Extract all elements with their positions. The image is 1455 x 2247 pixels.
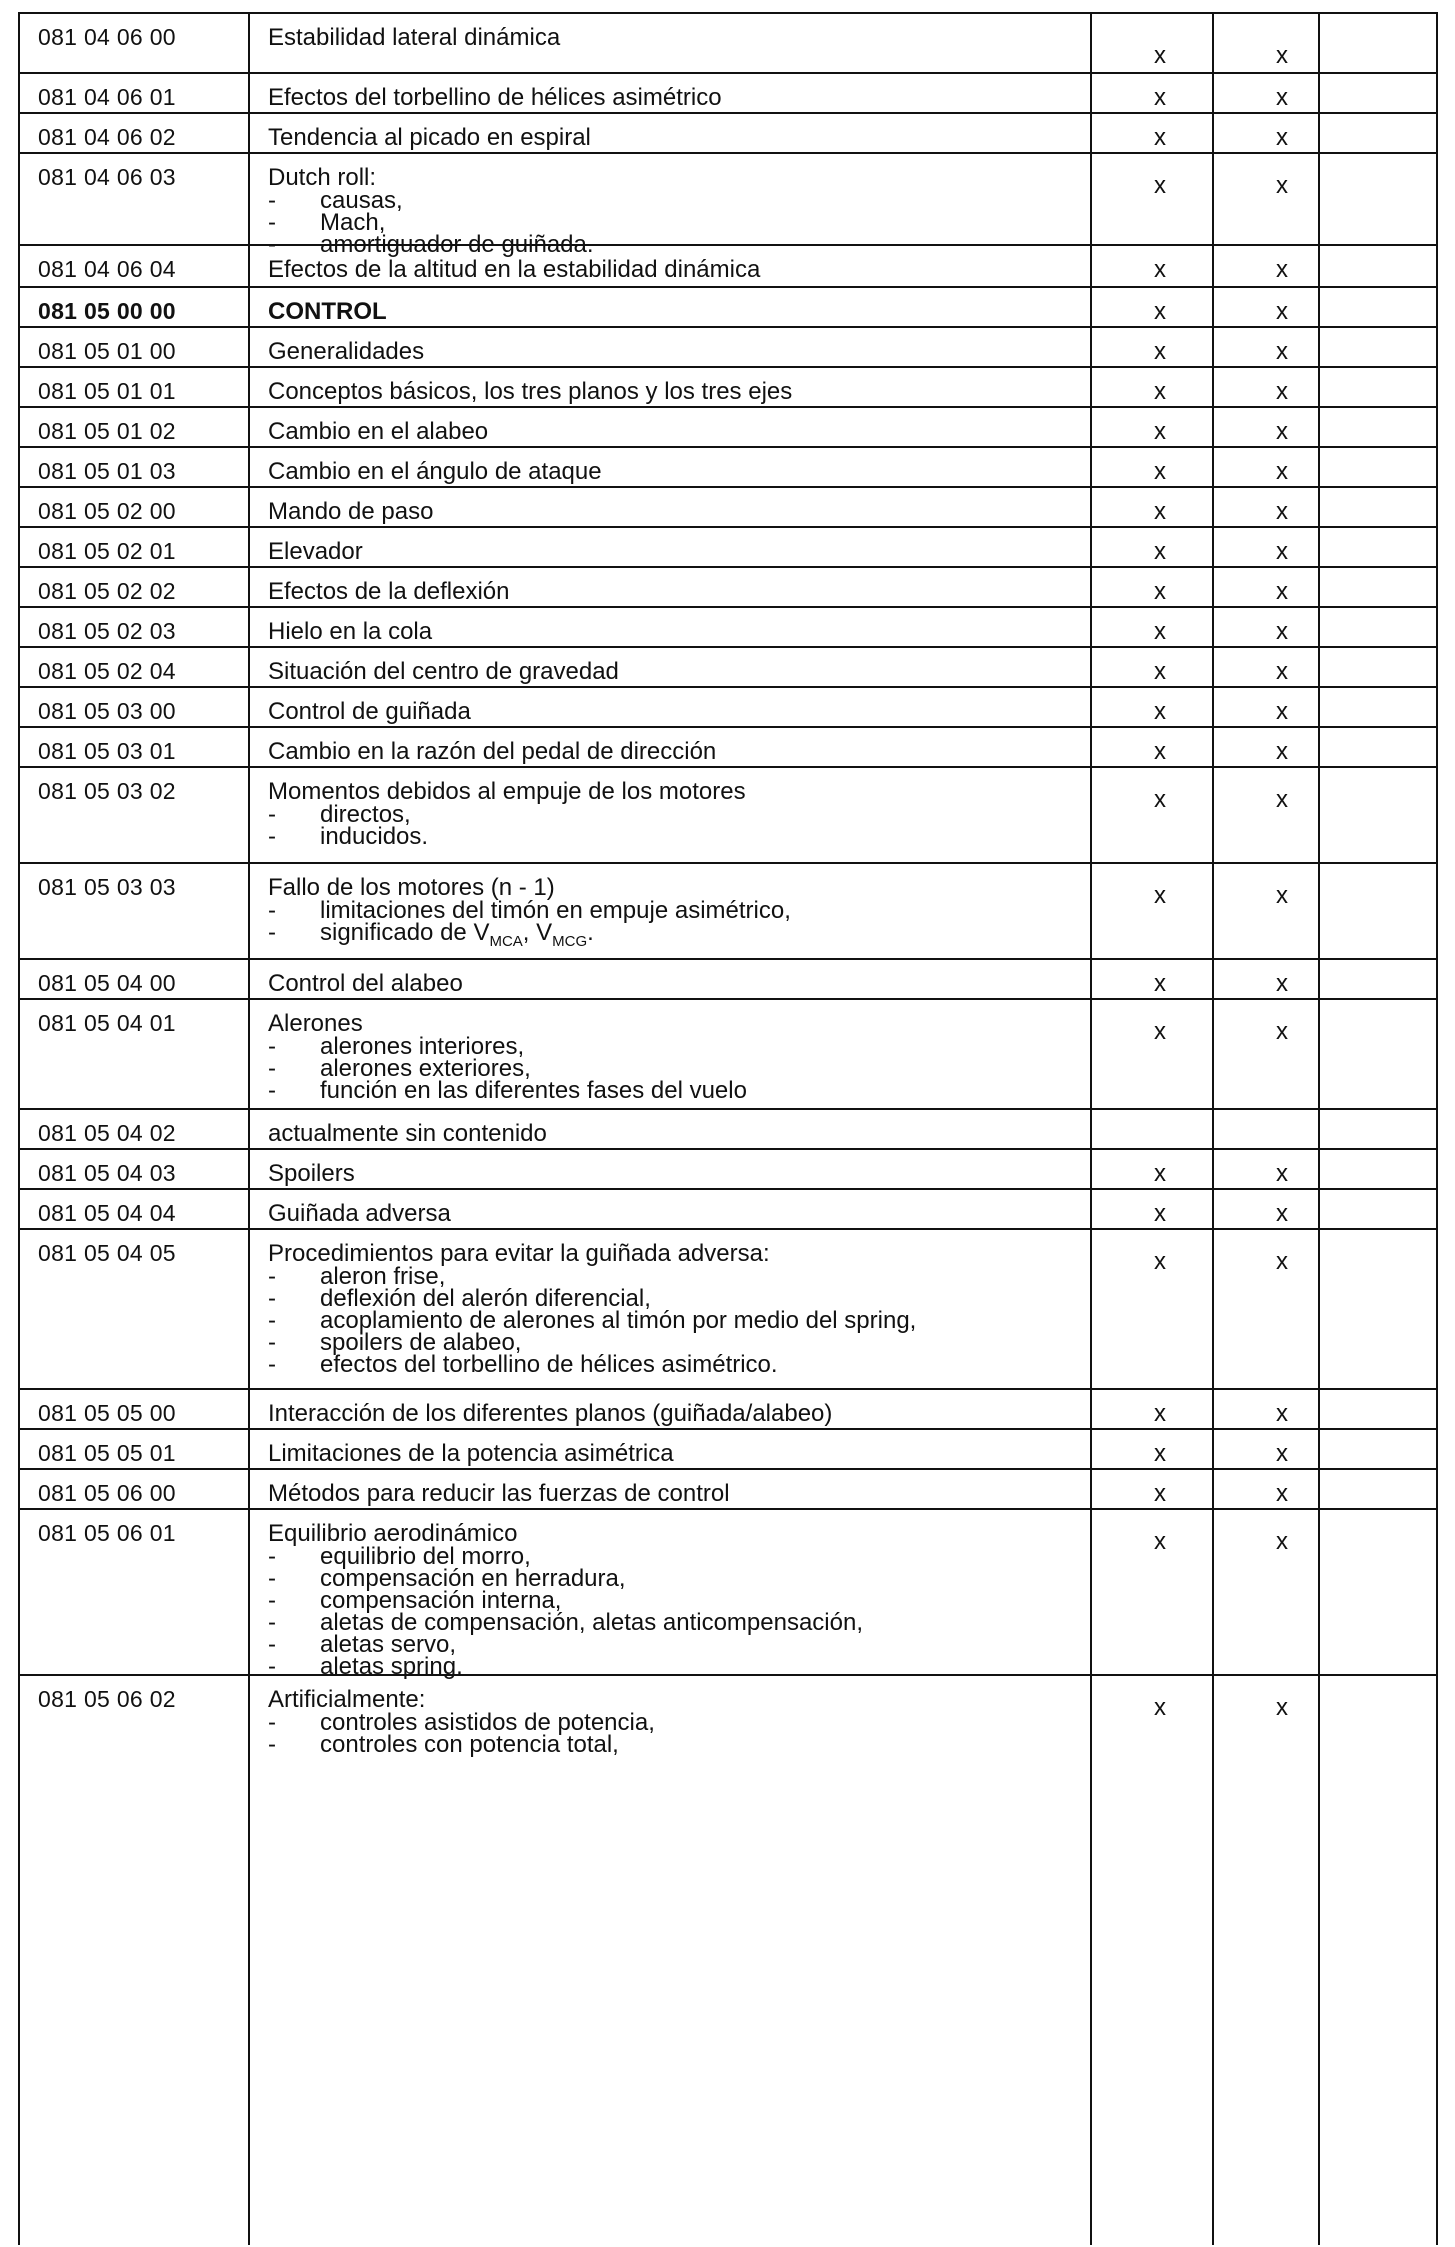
mark-column-1: x — [1154, 84, 1166, 111]
list-item — [268, 1653, 863, 1680]
dash-bullet: - — [268, 1055, 276, 1082]
mark-column-2: x — [1276, 498, 1288, 525]
mark-column-2: x — [1276, 1018, 1288, 1045]
row-code: 081 05 06 02 — [38, 1686, 176, 1712]
mark-column-1: x — [1154, 338, 1166, 365]
row-code: 081 05 04 03 — [38, 1160, 176, 1186]
row-code: 081 05 02 02 — [38, 578, 176, 604]
row-code: 081 05 05 01 — [38, 1440, 176, 1466]
row-code: 081 05 01 00 — [38, 338, 176, 364]
mark-column-1: x — [1154, 538, 1166, 565]
row-code: 081 05 02 01 — [38, 538, 176, 564]
subitem-text: alerones interiores, — [320, 1033, 525, 1060]
mark-column-1: x — [1154, 42, 1166, 69]
mark-column-2: x — [1276, 738, 1288, 765]
row-code: 081 04 06 03 — [38, 164, 176, 190]
row-code: 081 05 03 03 — [38, 874, 176, 900]
table-row — [20, 1510, 1436, 1680]
subitem-text: compensación interna, — [320, 1587, 562, 1614]
dash-bullet: - — [268, 1731, 276, 1758]
table-row — [20, 568, 1436, 608]
table-row — [20, 1230, 1436, 1390]
row-title: Momentos debidos al empuje de los motores — [268, 778, 746, 805]
mark-column-2: x — [1276, 42, 1288, 69]
row-code: 081 04 06 01 — [38, 84, 176, 110]
row-title: Dutch roll: — [268, 164, 377, 191]
list-item — [268, 823, 429, 850]
row-title: Control de guiñada — [268, 698, 471, 725]
table-row — [20, 1150, 1436, 1190]
column-divider — [248, 14, 250, 2245]
row-title: Situación del centro de gravedad — [268, 658, 619, 685]
row-code: 081 05 02 04 — [38, 658, 176, 684]
subitem-text: efectos del torbellino de hélices asimétrico. — [320, 1351, 778, 1378]
row-title: Efectos de la deflexión — [268, 578, 510, 605]
row-title: CONTROL — [268, 298, 387, 325]
row-title: Spoilers — [268, 1160, 355, 1187]
row-code: 081 05 01 03 — [38, 458, 176, 484]
mark-column-2: x — [1276, 658, 1288, 685]
mark-column-1: x — [1154, 498, 1166, 525]
mark-column-1: x — [1154, 298, 1166, 325]
subitem-text: aletas servo, — [320, 1631, 457, 1658]
table-row — [20, 648, 1436, 688]
row-code: 081 04 06 02 — [38, 124, 176, 150]
dash-bullet: - — [268, 1565, 276, 1592]
row-title: Equilibrio aerodinámico — [268, 1520, 518, 1547]
row-code: 081 04 06 00 — [38, 24, 176, 50]
mark-column-1: x — [1154, 1160, 1166, 1187]
syllabus-table — [18, 12, 1438, 2245]
mark-column-1: x — [1154, 1480, 1166, 1507]
subitem-text: controles con potencia total, — [320, 1731, 619, 1758]
dash-bullet: - — [268, 801, 276, 828]
list-item — [268, 1077, 747, 1104]
table-row — [20, 1110, 1436, 1150]
table-row — [20, 1470, 1436, 1510]
mark-column-1: x — [1154, 698, 1166, 725]
dash-bullet: - — [268, 823, 276, 850]
mark-column-2: x — [1276, 458, 1288, 485]
row-code: 081 05 04 00 — [38, 970, 176, 996]
row-subitems — [268, 1543, 863, 1680]
row-title: Conceptos básicos, los tres planos y los tres ejes — [268, 378, 793, 405]
row-title: Tendencia al picado en espiral — [268, 124, 591, 151]
row-code: 081 05 00 00 — [38, 298, 176, 324]
subitem-text: causas, — [320, 187, 403, 214]
row-code: 081 05 01 01 — [38, 378, 176, 404]
mark-column-1: x — [1154, 578, 1166, 605]
table-row — [20, 14, 1436, 74]
row-title: Estabilidad lateral dinámica — [268, 24, 561, 51]
mark-column-1: x — [1154, 172, 1166, 199]
row-code: 081 05 02 00 — [38, 498, 176, 524]
mark-column-2: x — [1276, 1528, 1288, 1555]
mark-column-2: x — [1276, 256, 1288, 283]
mark-column-1: x — [1154, 1400, 1166, 1427]
row-title: actualmente sin contenido — [268, 1120, 547, 1147]
subitem-text: spoilers de alabeo, — [320, 1329, 522, 1356]
mark-column-2: x — [1276, 298, 1288, 325]
table-row — [20, 1430, 1436, 1470]
row-code: 081 05 04 01 — [38, 1010, 176, 1036]
row-code: 081 05 04 05 — [38, 1240, 176, 1266]
table-row — [20, 408, 1436, 448]
list-item — [268, 919, 791, 953]
table-row — [20, 688, 1436, 728]
dash-bullet: - — [268, 1587, 276, 1614]
dash-bullet: - — [268, 1351, 276, 1378]
subitem-text: Mach, — [320, 209, 386, 236]
row-title: Limitaciones de la potencia asimétrica — [268, 1440, 674, 1467]
row-title: Interacción de los diferentes planos (guiñada/alabeo) — [268, 1400, 833, 1427]
mark-column-1: x — [1154, 882, 1166, 909]
mark-column-2: x — [1276, 1400, 1288, 1427]
table-row — [20, 528, 1436, 568]
mark-column-2: x — [1276, 538, 1288, 565]
subitem-text: equilibrio del morro, — [320, 1543, 531, 1570]
dash-bullet: - — [268, 1631, 276, 1658]
dash-bullet: - — [268, 209, 276, 236]
table-row — [20, 114, 1436, 154]
subitem-text: amortiguador de guiñada. — [320, 231, 594, 258]
mark-column-2: x — [1276, 1480, 1288, 1507]
row-title: Elevador — [268, 538, 363, 565]
row-subitems — [268, 1709, 655, 1758]
row-code: 081 05 03 01 — [38, 738, 176, 764]
row-code: 081 05 02 03 — [38, 618, 176, 644]
mark-column-1: x — [1154, 458, 1166, 485]
mark-column-1: x — [1154, 1694, 1166, 1721]
row-code: 081 05 03 00 — [38, 698, 176, 724]
mark-column-1: x — [1154, 618, 1166, 645]
subitem-text: significado de $V_{MCA}$, $V_{MCG}$. — [320, 919, 594, 950]
table-row — [20, 368, 1436, 408]
mark-column-2: x — [1276, 578, 1288, 605]
mark-column-2: x — [1276, 1694, 1288, 1721]
mark-column-1: x — [1154, 1018, 1166, 1045]
row-code: 081 05 06 00 — [38, 1480, 176, 1506]
row-title: Hielo en la cola — [268, 618, 433, 645]
dash-bullet: - — [268, 1263, 276, 1290]
mark-column-1: x — [1154, 256, 1166, 283]
mark-column-2: x — [1276, 1160, 1288, 1187]
list-item — [268, 187, 594, 214]
dash-bullet: - — [268, 1609, 276, 1636]
column-divider — [1212, 14, 1214, 2245]
subitem-text: limitaciones del timón en empuje asimétrico, — [320, 897, 791, 924]
dash-bullet: - — [268, 231, 276, 258]
mark-column-1: x — [1154, 1248, 1166, 1275]
mark-column-1: x — [1154, 124, 1166, 151]
dash-bullet: - — [268, 1307, 276, 1334]
mark-column-2: x — [1276, 1200, 1288, 1227]
row-title: Cambio en la razón del pedal de dirección — [268, 738, 717, 765]
table-row — [20, 608, 1436, 648]
row-title: Mando de paso — [268, 498, 434, 525]
row-title: Efectos del torbellino de hélices asimétrico — [268, 84, 722, 111]
mark-column-2: x — [1276, 418, 1288, 445]
subitem-text: aletas spring. — [320, 1653, 463, 1680]
mark-column-1: x — [1154, 378, 1166, 405]
row-code: 081 05 03 02 — [38, 778, 176, 804]
row-code: 081 05 05 00 — [38, 1400, 176, 1426]
mark-column-1: x — [1154, 738, 1166, 765]
table-row — [20, 1000, 1436, 1110]
table-row — [20, 1676, 1436, 2247]
row-title: Generalidades — [268, 338, 425, 365]
mark-column-2: x — [1276, 172, 1288, 199]
mark-column-2: x — [1276, 882, 1288, 909]
row-title: Procedimientos para evitar la guiñada adversa: — [268, 1240, 770, 1267]
subitem-text: inducidos. — [320, 823, 429, 850]
subitem-text: controles asistidos de potencia, — [320, 1709, 655, 1736]
mark-column-2: x — [1276, 618, 1288, 645]
subitem-text: acoplamiento de alerones al timón por medio del spring, — [320, 1307, 917, 1334]
mark-column-1: x — [1154, 1440, 1166, 1467]
row-code: 081 05 01 02 — [38, 418, 176, 444]
mark-column-2: x — [1276, 338, 1288, 365]
row-title: Control del alabeo — [268, 970, 463, 997]
dash-bullet: - — [268, 1285, 276, 1312]
row-title: Fallo de los motores (n - 1) — [268, 874, 555, 901]
table-row — [20, 1390, 1436, 1430]
row-title: Alerones — [268, 1010, 363, 1037]
row-code: 081 05 06 01 — [38, 1520, 176, 1546]
row-title: Artificialmente: — [268, 1686, 426, 1713]
table-row — [20, 864, 1436, 960]
table-row — [20, 728, 1436, 768]
mark-column-1: x — [1154, 970, 1166, 997]
table-row — [20, 960, 1436, 1000]
dash-bullet: - — [268, 1709, 276, 1736]
mark-column-1: x — [1154, 658, 1166, 685]
table-row — [20, 246, 1436, 288]
row-subitems — [268, 1263, 917, 1378]
row-title: Efectos de la altitud en la estabilidad dinámica — [268, 256, 761, 283]
dash-bullet: - — [268, 1077, 276, 1104]
table-row — [20, 448, 1436, 488]
mark-column-1: x — [1154, 1528, 1166, 1555]
mark-column-2: x — [1276, 1248, 1288, 1275]
list-item — [268, 1351, 916, 1378]
mark-column-2: x — [1276, 1440, 1288, 1467]
dash-bullet: - — [268, 1543, 276, 1570]
dash-bullet: - — [268, 1033, 276, 1060]
dash-bullet: - — [268, 897, 276, 924]
column-divider — [1318, 14, 1320, 2245]
subitem-text: alerones exteriores, — [320, 1055, 531, 1082]
mark-column-1: x — [1154, 1200, 1166, 1227]
row-subitems — [268, 801, 429, 850]
column-divider — [1090, 14, 1092, 2245]
mark-column-1: x — [1154, 418, 1166, 445]
dash-bullet: - — [268, 919, 276, 946]
mark-column-2: x — [1276, 84, 1288, 111]
row-title: Cambio en el alabeo — [268, 418, 489, 445]
table-row — [20, 288, 1436, 328]
subitem-text: aleron frise, — [320, 1263, 446, 1290]
row-subitems — [268, 1033, 747, 1104]
table-row — [20, 74, 1436, 114]
row-code: 081 05 04 02 — [38, 1120, 176, 1146]
row-code: 081 04 06 04 — [38, 256, 176, 282]
row-title: Guiñada adversa — [268, 1200, 451, 1227]
row-title: Métodos para reducir las fuerzas de control — [268, 1480, 730, 1507]
dash-bullet: - — [268, 1329, 276, 1356]
row-subitems — [268, 897, 791, 953]
subitem-text: directos, — [320, 801, 411, 828]
list-item — [268, 1731, 655, 1758]
mark-column-1: x — [1154, 786, 1166, 813]
mark-column-2: x — [1276, 970, 1288, 997]
table-row — [20, 1190, 1436, 1230]
mark-column-2: x — [1276, 698, 1288, 725]
table-row — [20, 488, 1436, 528]
table-row — [20, 154, 1436, 258]
dash-bullet: - — [268, 1653, 276, 1680]
subitem-text: compensación en herradura, — [320, 1565, 626, 1592]
dash-bullet: - — [268, 187, 276, 214]
row-title: Cambio en el ángulo de ataque — [268, 458, 602, 485]
row-code: 081 05 04 04 — [38, 1200, 176, 1226]
subitem-text: función en las diferentes fases del vuelo — [320, 1077, 747, 1104]
table-row — [20, 768, 1436, 864]
mark-column-2: x — [1276, 378, 1288, 405]
subitem-text: aletas de compensación, aletas anticompensación, — [320, 1609, 863, 1636]
mark-column-2: x — [1276, 124, 1288, 151]
mark-column-2: x — [1276, 786, 1288, 813]
table-row — [20, 328, 1436, 368]
subitem-text: deflexión del alerón diferencial, — [320, 1285, 651, 1312]
